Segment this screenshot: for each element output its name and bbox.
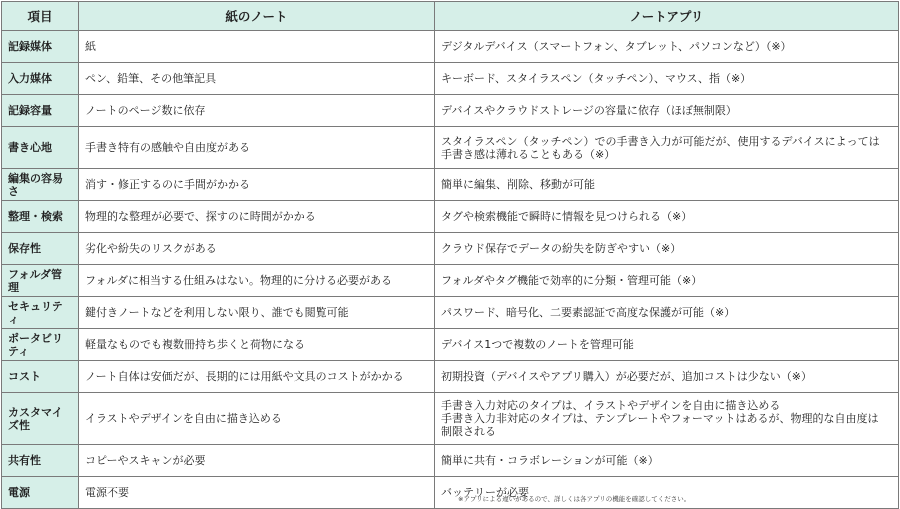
row-item-label: 入力媒体 [2,63,79,95]
table-row [2,201,899,233]
app-cell-line: 簡単に共有・コラボレーションが可能（※） [441,454,659,467]
row-item-label: コスト [2,361,79,393]
app-cell [435,329,899,361]
paper-cell: コピーやスキャンが必要 [79,445,435,477]
paper-cell: 物理的な整理が必要で、探すのに時間がかかる [79,201,435,233]
app-cell-line: デバイス1つで複数のノートを管理可能 [441,338,634,351]
row-item-label: フォルダ管理 [2,265,79,297]
paper-cell: 手書き特有の感触や自由度がある [79,127,435,169]
app-cell [435,233,899,265]
table-row [2,361,899,393]
app-cell [435,127,899,169]
paper-cell: 紙 [79,31,435,63]
app-cell [435,31,899,63]
row-item-label: 記録容量 [2,95,79,127]
paper-cell: 電源不要 [79,477,435,509]
table-row [2,63,899,95]
app-cell-line: タグや検索機能で瞬時に情報を見つけられる（※） [441,210,693,223]
table-row [2,329,899,361]
app-cell-line: デバイスやクラウドストレージの容量に依存（ほぼ無制限） [441,104,737,117]
paper-cell: 劣化や紛失のリスクがある [79,233,435,265]
app-cell-line: 手書き入力対応のタイプは、イラストやデザインを自由に描き込める [441,399,781,412]
paper-cell: 軽量なものでも複数冊持ち歩くと荷物になる [79,329,435,361]
app-cell-line: スタイラスペン（タッチペン）での手書き入力が可能だが、使用するデバイスによっては [441,134,880,148]
app-cell [435,297,899,329]
app-cell [435,265,899,297]
app-cell [435,95,899,127]
app-cell-line: 手書き入力非対応のタイプは、テンプレートやフォーマットはあるが、物理的な自由度は [441,412,879,425]
app-cell-line: キーボード、スタイラスペン（タッチペン）、マウス、指（※） [441,72,752,85]
table-row [2,169,899,201]
paper-cell: ノート自体は安価だが、長期的には用紙や文具のコストがかかる [79,361,435,393]
header-note-app: ノートアプリ [435,2,899,31]
paper-cell: 鍵付きノートなどを利用しない限り、誰でも閲覧可能 [79,297,435,329]
row-item-label: セキュリティ [2,297,79,329]
row-item-label: 書き心地 [2,127,79,169]
table-row [2,31,899,63]
app-cell-line: 制限される [441,425,496,438]
row-item-label: 電源 [2,477,79,509]
app-cell-line: デジタルデバイス（スマートフォン、タブレット、パソコンなど）（※） [441,40,792,53]
header-item: 項目 [2,2,79,31]
app-cell [435,445,899,477]
app-cell-line: 簡単に編集、削除、移動が可能 [441,178,595,191]
app-cell [435,201,899,233]
paper-cell: 消す・修正するのに手間がかかる [79,169,435,201]
app-cell [435,477,899,509]
app-cell [435,393,899,445]
app-cell-line: パスワード、暗号化、二要素認証で高度な保護が可能（※） [441,306,736,319]
app-cell [435,361,899,393]
app-cell [435,169,899,201]
app-cell-line: クラウド保存でデータの紛失を防ぎやすい（※） [441,242,682,255]
app-cell-line: 初期投資（デバイスやアプリ購入）が必要だが、追加コストは少ない（※） [441,370,813,383]
table-row [2,95,899,127]
table-row [2,297,899,329]
app-cell [435,63,899,95]
row-item-label: ポータビリティ [2,329,79,361]
row-item-label: カスタマイズ性 [2,393,79,445]
table-row [2,265,899,297]
row-item-label: 整理・検索 [2,201,79,233]
paper-cell: ペン、鉛筆、その他筆記具 [79,63,435,95]
table-row [2,233,899,265]
paper-cell: イラストやデザインを自由に描き込める [79,393,435,445]
paper-cell: ノートのページ数に依存 [79,95,435,127]
app-cell-line: バッテリーが必要 [441,486,529,499]
paper-cell: フォルダに相当する仕組みはない。物理的に分ける必要がある [79,265,435,297]
table-row [2,127,899,169]
table-row [2,445,899,477]
table-row [2,477,899,509]
app-cell-line: 手書き感は薄れることもある（※） [441,147,616,161]
row-item-label: 記録媒体 [2,31,79,63]
app-cell-line: フォルダやタグ機能で効率的に分類・管理可能（※） [441,274,703,287]
header-row [2,2,899,31]
comparison-table [1,1,899,509]
row-item-label: 編集の容易さ [2,169,79,201]
row-item-label: 保存性 [2,233,79,265]
header-paper-note: 紙のノート [79,2,435,31]
footnote: ※アプリによる違いがあるので、詳しくは各アプリの機能を確認してください。 [458,495,691,503]
row-item-label: 共有性 [2,445,79,477]
table-row [2,393,899,445]
